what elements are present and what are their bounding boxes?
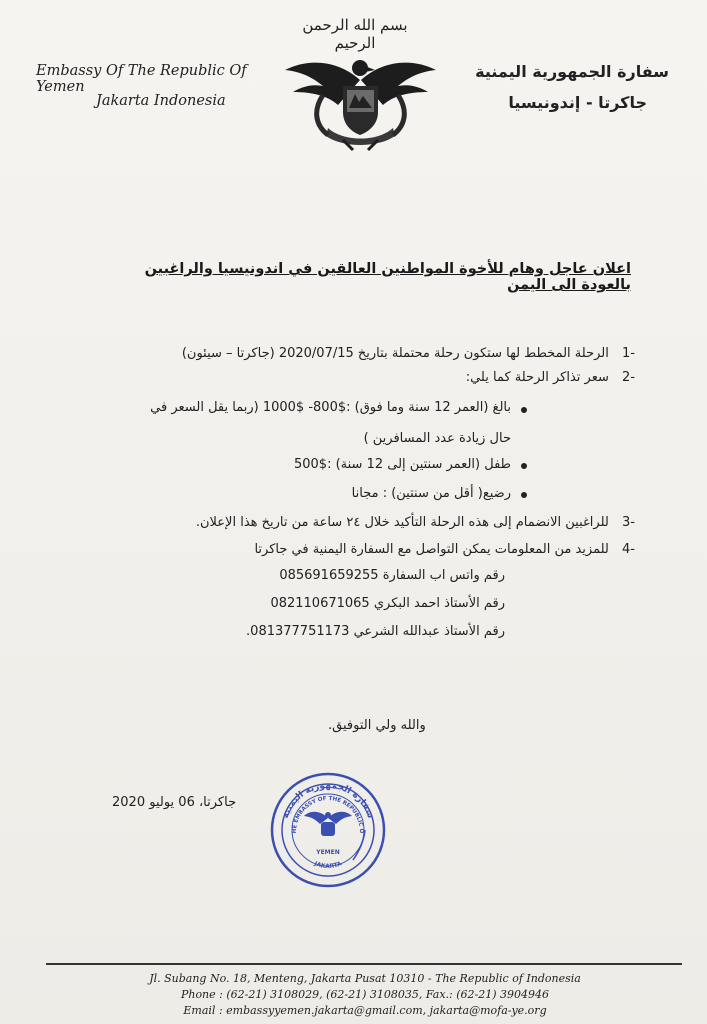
bullet-icon bbox=[521, 407, 527, 413]
header-embassy-name-en: Embassy Of The Republic Of Yemen bbox=[36, 63, 247, 95]
footer-phone: Phone : (62-21) 3108029, (62-21) 3108035, Fax.: (62-21) 3904946 bbox=[180, 988, 550, 1001]
item-4 bbox=[254, 542, 635, 557]
closing-phrase: والله ولي التوفيق. bbox=[328, 718, 426, 733]
bullet-icon bbox=[521, 492, 527, 498]
header-embassy-name-ar: سفارة الجمهورية اليمنية bbox=[475, 62, 669, 81]
svg-text:JAKARTA bbox=[312, 860, 343, 870]
letter-date: جاكرتا، 06 يوليو 2020 bbox=[112, 795, 237, 810]
item-number: -2 bbox=[622, 370, 635, 385]
stamp-city-text: JAKARTA bbox=[313, 860, 343, 871]
item-1 bbox=[182, 346, 635, 361]
contact-ahmed-albakri: رقم الأستاذ احمد البكري 082110671065 bbox=[270, 596, 505, 611]
stamp-yemen-text: YEMEN bbox=[316, 849, 340, 856]
bullet-icon bbox=[521, 463, 527, 469]
price-infant: رضيع( أقل من سنتين) : مجانا bbox=[351, 486, 511, 501]
item-number: -3 bbox=[622, 515, 635, 530]
contact-embassy-whatsapp: رقم واتس اب السفارة 085691659255 bbox=[279, 568, 505, 583]
contact-abdullah-alsharai: رقم الأستاذ عبدالله الشرعي 081377751173. bbox=[246, 624, 505, 639]
item-2 bbox=[466, 370, 635, 385]
yemen-eagle-emblem-icon bbox=[283, 50, 438, 155]
footer-address: Jl. Subang No. 18, Menteng, Jakarta Pusat 10310 - The Republic of Indonesia bbox=[149, 972, 581, 985]
footer-email: Email : embassyyemen.jakarta@gmail.com, jakarta@mofa-ye.org bbox=[183, 1004, 547, 1017]
item-text: الرحلة المخطط لها ستكون رحلة محتملة بتاريخ 2020/07/15 (جاكرتا – سيئون) bbox=[181, 346, 609, 361]
price-adult-note: حال زيادة عدد المسافرين ) bbox=[363, 431, 511, 446]
header-city-en: Jakarta Indonesia bbox=[96, 93, 226, 109]
embassy-seal-stamp-icon bbox=[268, 770, 388, 890]
item-text: للمزيد من المعلومات يمكن التواصل مع السفارة اليمنية في جاكرتا bbox=[254, 542, 609, 557]
stamp-arabic-text: سفارة الجمهورية اليمنية bbox=[280, 780, 376, 820]
item-text: سعر تذاكر الرحلة كما يلي: bbox=[465, 370, 609, 385]
header-city-ar: جاكرتا - إندونيسيا bbox=[508, 93, 647, 112]
item-number: -1 bbox=[622, 346, 635, 361]
stamp-english-text: HE EMBASSY OF THE REPUBLIC O bbox=[291, 795, 365, 834]
footer-divider bbox=[46, 963, 682, 965]
announcement-title: اعلان عاجل وهام للأخوة المواطنين العالقين في اندونيسيا والراغبين بالعودة الى اليمن bbox=[144, 261, 631, 293]
price-adult: بالغ (العمر 12 سنة وما فوق) :$800- $1000 (ربما يقل السعر في bbox=[150, 400, 511, 415]
basmala-calligraphy: بسم الله الرحمن الرحيم bbox=[302, 16, 408, 52]
item-3 bbox=[196, 515, 635, 530]
item-number: -4 bbox=[622, 542, 635, 557]
item-text: للراغبين الانضمام إلى هذه الرحلة التأكيد خلال ٢٤ ساعة من تاريخ هذا الإعلان. bbox=[195, 515, 609, 530]
price-child: طفل (العمر سنتين إلى 12 سنة) :$500 bbox=[293, 457, 511, 472]
